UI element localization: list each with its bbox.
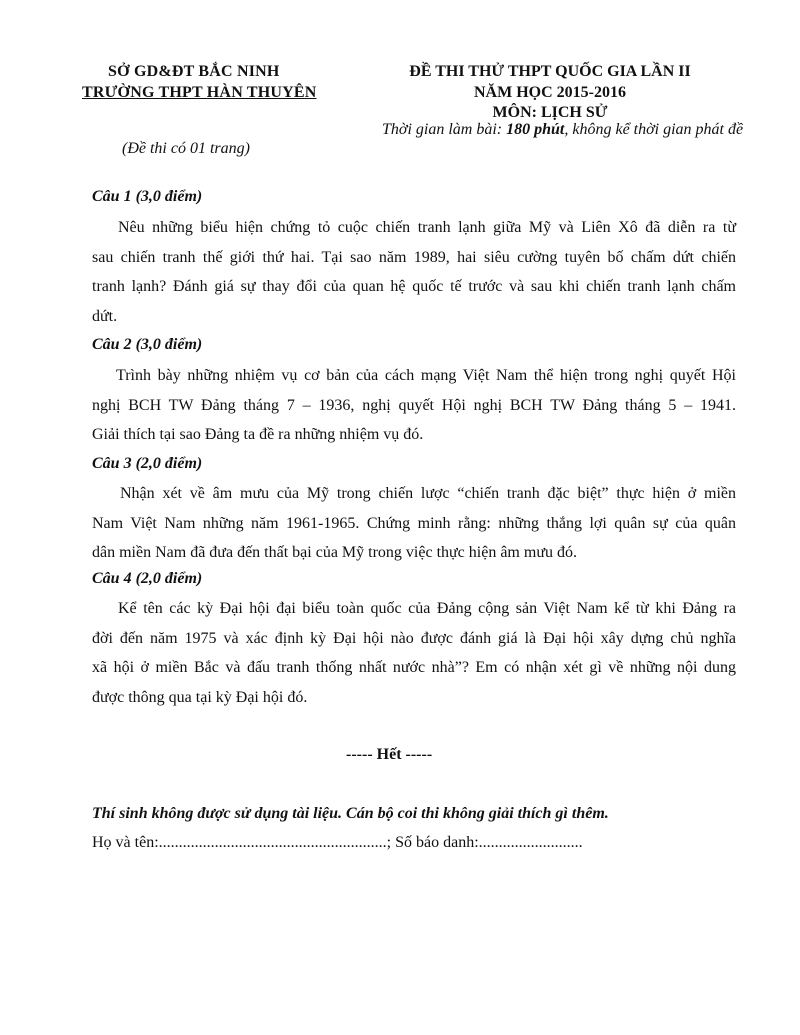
question-4-line: đời đến năm 1975 và xác định kỳ Đại hội nào được đánh giá là Đại hội xây dựng chủ nghĩa	[92, 629, 736, 647]
question-3-line: dân miền Nam đã đưa đến thất bại của Mỹ trong việc thực hiện âm mưu đó.	[92, 544, 577, 561]
question-2-heading: Câu 2 (3,0 điểm)	[92, 336, 203, 353]
time-separator: :	[496, 121, 507, 138]
question-4-heading: Câu 4 (2,0 điểm)	[92, 570, 203, 587]
question-1-line: dứt.	[92, 307, 118, 325]
question-1-line: sau chiến tranh thế giới thứ hai. Tại sao năm 1989, hai siêu cường tuyên bố chấm dứt chiến	[92, 248, 736, 266]
question-1-line: tranh lạnh? Đánh giá sự thay đổi của quan hệ quốc tế trước và sau khi chiến tranh lạnh chấm	[92, 278, 736, 295]
question-1-heading: Câu 1 (3,0 điểm)	[92, 188, 203, 205]
question-2-line: Giải thích tại sao Đảng ta đề ra những nhiệm vụ đó.	[92, 426, 424, 443]
subject: MÔN: LỊCH SỬ	[492, 104, 608, 121]
school-year: NĂM HỌC 2015-2016	[474, 84, 626, 101]
time-prefix: Thời gian làm bài	[382, 121, 497, 138]
end-mark: ----- Hết -----	[346, 746, 433, 763]
candidate-info-line: Họ và tên:.........................................................; Số báo danh:..........................	[92, 834, 583, 851]
question-2-line: nghị BCH TW Đảng tháng 7 – 1936, nghị quyết Hội nghị BCH TW Đảng tháng 5 – 1941.	[92, 396, 736, 414]
exam-notice: Thí sinh không được sử dụng tài liệu. Cán bộ coi thi không giải thích gì thêm.	[92, 805, 609, 822]
pages-note: (Đề thi có 01 trang)	[122, 140, 250, 157]
question-3-heading: Câu 3 (2,0 điểm)	[92, 455, 203, 472]
question-4-line: xã hội ở miền Bắc và đấu tranh thống nhất nước nhà”? Em có nhận xét gì về những nội dung	[92, 659, 736, 676]
question-2-line: Trình bày những nhiệm vụ cơ bản của cách mạng Việt Nam thể hiện trong nghị quyết Hội	[116, 367, 736, 384]
question-1-line: Nêu những biểu hiện chứng tỏ cuộc chiến tranh lạnh giữa Mỹ và Liên Xô đã diễn ra từ	[118, 219, 736, 236]
time-value: 180 phút	[506, 121, 565, 138]
question-2-body	[92, 361, 736, 450]
school-name: TRƯỜNG THPT HÀN THUYÊN	[82, 84, 317, 101]
exam-title: ĐỀ THI THỬ THPT QUỐC GIA LẦN II	[409, 63, 691, 80]
time-suffix: , không kể thời gian phát đề	[564, 121, 744, 138]
question-1-body	[92, 213, 736, 331]
question-3-body	[92, 479, 736, 568]
department-name: SỞ GD&ĐT BẮC NINH	[108, 63, 280, 80]
question-3-line: Nhận xét về âm mưu của Mỹ trong chiến lược “chiến tranh đặc biệt” thực hiện ở miền	[120, 485, 736, 502]
exam-time	[382, 121, 743, 139]
question-3-line: Nam Việt Nam những năm 1961-1965. Chứng minh rằng: những thắng lợi quân sự của quân	[92, 514, 736, 532]
question-4-line: Kể tên các kỳ Đại hội đại biểu toàn quốc của Đảng cộng sản Việt Nam kể từ khi Đảng ra	[118, 600, 736, 617]
question-4-body	[92, 594, 736, 712]
question-4-line: được thông qua tại kỳ Đại hội đó.	[92, 688, 308, 706]
